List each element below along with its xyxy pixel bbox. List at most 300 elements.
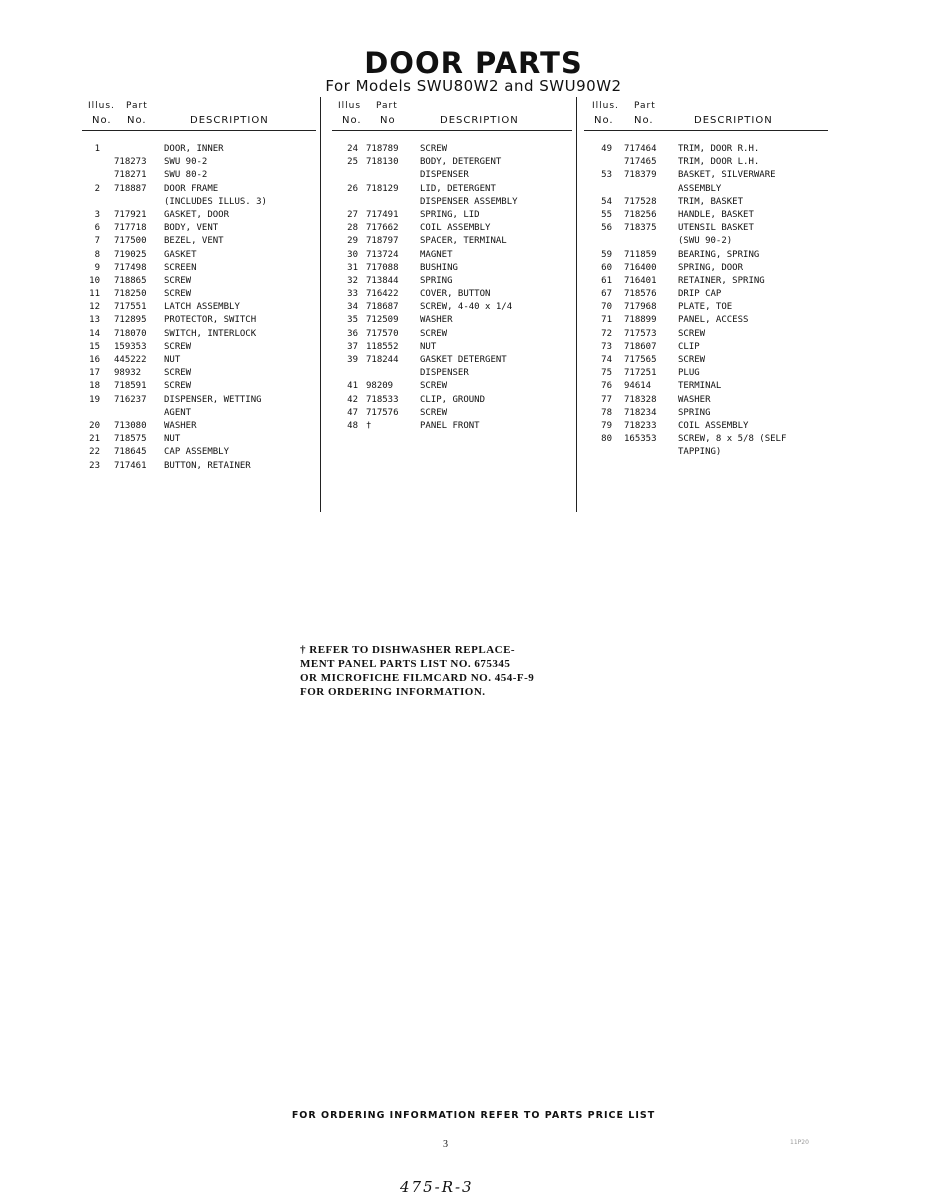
page-number: 3 (443, 1139, 448, 1150)
illus-number: 54 (601, 196, 612, 207)
part-row (82, 329, 316, 342)
part-description: CLIP (678, 341, 700, 352)
illus-number: 36 (347, 328, 358, 339)
part-row (332, 223, 572, 236)
part-number: 718575 (114, 434, 147, 445)
part-number: 718899 (624, 315, 657, 326)
illus-number: 13 (89, 315, 100, 326)
illus-number: 60 (601, 262, 612, 273)
part-number: 716422 (366, 289, 399, 300)
part-row (82, 210, 316, 223)
part-number: 718865 (114, 275, 147, 286)
illus-number: 53 (601, 170, 612, 181)
part-row (584, 276, 828, 289)
part-row (584, 184, 828, 197)
description-header: DESCRIPTION (440, 115, 519, 126)
part-row (584, 157, 828, 170)
part-number: 718375 (624, 223, 657, 234)
part-description: WASHER (678, 394, 711, 405)
part-row (584, 395, 828, 408)
part-description: SCREW (420, 328, 448, 339)
part-number: 165353 (624, 434, 657, 445)
part-description: SWITCH, INTERLOCK (164, 328, 257, 339)
parts-column-1 (82, 101, 316, 474)
part-description: AGENT (164, 407, 192, 418)
part-description: SCREW (164, 341, 192, 352)
part-number: 718234 (624, 407, 657, 418)
part-number: 718256 (624, 209, 657, 220)
part-row (584, 368, 828, 381)
part-number: 718328 (624, 394, 657, 405)
part-row (82, 315, 316, 328)
part-description: BODY, DETERGENT (420, 157, 502, 168)
ordering-footer: FOR ORDERING INFORMATION REFER TO PARTS PRICE LIST (291, 1110, 656, 1121)
part-description: NUT (420, 341, 437, 352)
illus-number: 7 (94, 236, 100, 247)
part-row (82, 461, 316, 474)
part-row (332, 144, 572, 157)
part-row (584, 302, 828, 315)
part-row (584, 144, 828, 157)
part-row (584, 329, 828, 342)
illus-number: 35 (347, 315, 358, 326)
part-description: SCREW (164, 368, 192, 379)
part-description: TRIM, DOOR L.H. (678, 157, 760, 168)
note-line: MENT PANEL PARTS LIST NO. 675345 (300, 658, 511, 670)
illus-number: 78 (601, 407, 612, 418)
part-number: 159353 (114, 341, 147, 352)
part-number: 717528 (624, 196, 657, 207)
part-number: 717088 (366, 262, 399, 273)
part-description: PANEL, ACCESS (678, 315, 749, 326)
part-number: 717465 (624, 157, 657, 168)
column-divider-2 (576, 97, 577, 512)
illus-number: 10 (89, 275, 100, 286)
part-row (82, 236, 316, 249)
header-rule (332, 130, 572, 131)
illus-number: 74 (601, 355, 612, 365)
illus-header-top: Illus. (88, 101, 115, 111)
part-row (82, 289, 316, 302)
part-row (584, 315, 828, 328)
part-row (584, 408, 828, 421)
part-number: 718645 (114, 447, 147, 458)
page-subtitle: For Models SWU80W2 and SWU90W2 (325, 77, 622, 95)
replacement-panel-note (300, 643, 630, 699)
note-line: FOR ORDERING INFORMATION. (300, 686, 486, 698)
illus-number: 42 (347, 394, 358, 405)
part-row (332, 395, 572, 408)
illus-number: 1 (94, 144, 100, 154)
part-row (332, 342, 572, 355)
illus-number: 14 (89, 328, 100, 339)
part-description: SCREW (420, 381, 448, 392)
parts-list (82, 144, 316, 474)
part-number: 718576 (624, 289, 657, 300)
illus-number: 32 (347, 275, 358, 286)
part-description: GASKET, DOOR (164, 209, 230, 220)
part-number: 718244 (366, 355, 399, 365)
part-number: 712895 (114, 315, 147, 326)
parts-list (332, 144, 572, 434)
illus-number: 27 (347, 209, 358, 220)
part-row (332, 408, 572, 421)
part-row (82, 144, 316, 157)
part-row (82, 276, 316, 289)
part-row (82, 447, 316, 460)
part-description: SCREW, 4-40 x 1/4 (420, 302, 513, 313)
part-number: 717662 (366, 223, 399, 234)
illus-number: 55 (601, 209, 612, 220)
part-description: PLUG (678, 368, 700, 379)
part-number: 718129 (366, 183, 399, 194)
part-number: 718687 (366, 302, 399, 313)
illus-number: 67 (601, 289, 612, 300)
part-row (584, 381, 828, 394)
part-description: SCREW (164, 381, 192, 392)
parts-column-3 (584, 101, 828, 461)
part-row (82, 223, 316, 236)
part-row (332, 276, 572, 289)
header-rule (584, 130, 828, 131)
illus-number: 19 (89, 394, 100, 405)
part-description: PROTECTOR, SWITCH (164, 315, 257, 326)
part-description: COIL ASSEMBLY (420, 223, 491, 234)
part-number: 713844 (366, 275, 399, 286)
part-number: 718789 (366, 144, 399, 154)
part-number: 717921 (114, 209, 147, 220)
illus-number: 18 (89, 381, 100, 392)
part-number: 717498 (114, 262, 147, 273)
illus-number: 12 (89, 302, 100, 313)
illus-number: 15 (89, 341, 100, 352)
part-row (82, 434, 316, 447)
part-number: 712509 (366, 315, 399, 326)
illus-number: 9 (94, 262, 100, 273)
part-description: DOOR, INNER (164, 144, 224, 154)
part-description: SWU 90-2 (164, 157, 208, 168)
description-header: DESCRIPTION (694, 115, 773, 126)
part-number: 713724 (366, 249, 399, 260)
illus-number: 47 (347, 407, 358, 418)
part-description: LID, DETERGENT (420, 183, 496, 194)
part-row (584, 236, 828, 249)
part-number: 718273 (114, 157, 147, 168)
part-description: SCREW (420, 407, 448, 418)
part-description: (SWU 90-2) (678, 236, 733, 247)
part-description: COIL ASSEMBLY (678, 420, 749, 431)
part-row (332, 368, 572, 381)
part-number: 445222 (114, 355, 147, 365)
part-row (584, 250, 828, 263)
part-description: SCREW (678, 355, 706, 365)
part-description: BEARING, SPRING (678, 249, 760, 260)
part-row (584, 210, 828, 223)
part-number: 717500 (114, 236, 147, 247)
illus-number: 31 (347, 262, 358, 273)
illus-header-top: Illus. (592, 101, 619, 111)
part-description: SCREW, 8 x 5/8 (SELF (678, 434, 787, 445)
part-number: 717718 (114, 223, 147, 234)
illus-number: 17 (89, 368, 100, 379)
part-number: 717461 (114, 460, 147, 471)
part-header-top: Part (126, 101, 148, 111)
illus-number: 70 (601, 302, 612, 313)
illus-number: 33 (347, 289, 358, 300)
part-row (82, 355, 316, 368)
part-row (332, 355, 572, 368)
part-row (82, 170, 316, 183)
illus-header: No. (92, 115, 112, 126)
illus-header: No. (594, 115, 614, 126)
part-description: WASHER (164, 420, 197, 431)
part-row (332, 170, 572, 183)
part-number: 717251 (624, 368, 657, 379)
part-row (332, 289, 572, 302)
part-row (332, 302, 572, 315)
part-row (584, 170, 828, 183)
handwritten-note: 475-R-3 (400, 1178, 474, 1196)
part-description: LATCH ASSEMBLY (164, 302, 240, 313)
part-description: HANDLE, BASKET (678, 209, 754, 220)
illus-number: 3 (94, 209, 100, 220)
part-number: 94614 (624, 381, 652, 392)
part-row (82, 342, 316, 355)
illus-number: 24 (347, 144, 358, 154)
illus-number: 71 (601, 315, 612, 326)
illus-number: 22 (89, 447, 100, 458)
part-row (82, 197, 316, 210)
part-row (584, 263, 828, 276)
illus-header-top: Illus (338, 101, 362, 111)
part-description: UTENSIL BASKET (678, 223, 754, 234)
part-number: † (366, 420, 372, 431)
part-row (584, 223, 828, 236)
parts-column-2 (332, 101, 572, 434)
part-description: SCREW (420, 144, 448, 154)
part-row (332, 184, 572, 197)
part-row (332, 210, 572, 223)
part-row (82, 421, 316, 434)
part-row (332, 421, 572, 434)
part-row (584, 421, 828, 434)
part-header-top: Part (376, 101, 398, 111)
part-number: 98209 (366, 381, 394, 392)
part-description: CLIP, GROUND (420, 394, 486, 405)
page-title: DOOR PARTS (364, 46, 583, 80)
part-number: 717491 (366, 209, 399, 220)
header-rule (82, 130, 316, 131)
part-number: 716237 (114, 394, 147, 405)
part-row (584, 434, 828, 447)
description-header: DESCRIPTION (190, 115, 269, 126)
illus-number: 20 (89, 420, 100, 431)
illus-number: 77 (601, 394, 612, 405)
illus-number: 23 (89, 460, 100, 471)
corner-code: 11P20 (790, 1139, 809, 1146)
illus-number: 72 (601, 328, 612, 339)
part-description: WASHER (420, 315, 453, 326)
part-row (82, 408, 316, 421)
illus-number: 11 (89, 289, 100, 300)
part-row (332, 315, 572, 328)
part-description: RETAINER, SPRING (678, 275, 765, 286)
parts-list (584, 144, 828, 461)
part-description: CAP ASSEMBLY (164, 447, 230, 458)
part-number: 98932 (114, 368, 142, 379)
illus-number: 80 (601, 434, 612, 445)
part-row (332, 157, 572, 170)
part-number: 718070 (114, 328, 147, 339)
part-row (332, 197, 572, 210)
part-description: DISPENSER ASSEMBLY (420, 196, 518, 207)
part-description: BEZEL, VENT (164, 236, 224, 247)
part-row (584, 289, 828, 302)
illus-number: 56 (601, 223, 612, 234)
illus-number: 34 (347, 302, 358, 313)
illus-number: 26 (347, 183, 358, 194)
part-description: SCREW (678, 328, 706, 339)
part-description: SCREW (164, 275, 192, 286)
part-description: TRIM, DOOR R.H. (678, 144, 760, 154)
part-header: No. (127, 115, 147, 126)
part-header-top: Part (634, 101, 656, 111)
illus-number: 61 (601, 275, 612, 286)
part-description: SPRING, LID (420, 209, 480, 220)
illus-number: 76 (601, 381, 612, 392)
illus-header: No. (342, 115, 362, 126)
part-description: SPACER, TERMINAL (420, 236, 507, 247)
part-description: BASKET, SILVERWARE (678, 170, 776, 181)
part-description: DISPENSER, WETTING (164, 394, 262, 405)
part-number: 717576 (366, 407, 399, 418)
part-number: 718533 (366, 394, 399, 405)
illus-number: 39 (347, 355, 358, 365)
illus-number: 48 (347, 420, 358, 431)
part-row (584, 447, 828, 460)
illus-number: 41 (347, 381, 358, 392)
part-description: PLATE, TOE (678, 302, 733, 313)
illus-number: 16 (89, 355, 100, 365)
part-description: GASKET DETERGENT (420, 355, 507, 365)
part-description: COVER, BUTTON (420, 289, 491, 300)
illus-number: 29 (347, 236, 358, 247)
part-description: NUT (164, 434, 181, 445)
illus-number: 49 (601, 144, 612, 154)
illus-number: 28 (347, 223, 358, 234)
part-row (82, 381, 316, 394)
part-header: No (380, 115, 396, 126)
part-number: 719025 (114, 249, 147, 260)
part-row (332, 381, 572, 394)
part-row (82, 184, 316, 197)
part-number: 718379 (624, 170, 657, 181)
part-row (82, 263, 316, 276)
note-line: OR MICROFICHE FILMCARD NO. 454-F-9 (300, 672, 535, 684)
note-line: † REFER TO DISHWASHER REPLACE- (300, 644, 516, 656)
part-description: BODY, VENT (164, 223, 219, 234)
part-description: SWU 80-2 (164, 170, 208, 181)
part-number: 718271 (114, 170, 147, 181)
illus-number: 21 (89, 434, 100, 445)
part-description: DRIP CAP (678, 289, 722, 300)
part-number: 717968 (624, 302, 657, 313)
part-description: NUT (164, 355, 181, 365)
part-description: ASSEMBLY (678, 183, 722, 194)
part-description: BUTTON, RETAINER (164, 460, 251, 471)
part-description: DOOR FRAME (164, 183, 219, 194)
part-row (332, 329, 572, 342)
part-number: 118552 (366, 341, 399, 352)
illus-number: 6 (94, 223, 100, 234)
part-description: TRIM, BASKET (678, 196, 744, 207)
illus-number: 8 (94, 249, 100, 260)
illus-number: 59 (601, 249, 612, 260)
part-number: 718130 (366, 157, 399, 168)
part-number: 717573 (624, 328, 657, 339)
part-row (82, 368, 316, 381)
part-number: 711859 (624, 249, 657, 260)
part-number: 717570 (366, 328, 399, 339)
part-row (584, 342, 828, 355)
illus-number: 37 (347, 341, 358, 352)
part-number: 718887 (114, 183, 147, 194)
part-row (332, 263, 572, 276)
illus-number: 73 (601, 341, 612, 352)
part-number: 716401 (624, 275, 657, 286)
part-description: DISPENSER (420, 170, 469, 181)
part-description: BUSHING (420, 262, 458, 273)
part-number: 718250 (114, 289, 147, 300)
column-divider-1 (320, 97, 321, 512)
part-number: 716400 (624, 262, 657, 273)
part-row (332, 250, 572, 263)
part-number: 718607 (624, 341, 657, 352)
part-number: 717565 (624, 355, 657, 365)
part-number: 717464 (624, 144, 657, 154)
part-description: SPRING (678, 407, 711, 418)
illus-number: 79 (601, 420, 612, 431)
part-description: PANEL FRONT (420, 420, 480, 431)
part-description: MAGNET (420, 249, 453, 260)
part-description: (INCLUDES ILLUS. 3) (164, 196, 267, 207)
illus-number: 2 (94, 183, 100, 194)
part-number: 713080 (114, 420, 147, 431)
part-header: No. (634, 115, 654, 126)
part-description: SPRING, DOOR (678, 262, 744, 273)
part-number: 717551 (114, 302, 147, 313)
part-number: 718233 (624, 420, 657, 431)
illus-number: 75 (601, 368, 612, 379)
part-description: SPRING (420, 275, 453, 286)
part-row (82, 302, 316, 315)
part-row (332, 236, 572, 249)
part-row (584, 355, 828, 368)
part-description: TERMINAL (678, 381, 722, 392)
part-description: SCREW (164, 289, 192, 300)
part-row (82, 395, 316, 408)
part-row (82, 250, 316, 263)
part-row (82, 157, 316, 170)
part-description: TAPPING) (678, 447, 722, 458)
part-number: 718797 (366, 236, 399, 247)
part-description: GASKET (164, 249, 197, 260)
illus-number: 30 (347, 249, 358, 260)
part-description: SCREEN (164, 262, 197, 273)
part-row (584, 197, 828, 210)
illus-number: 25 (347, 157, 358, 168)
part-description: DISPENSER (420, 368, 469, 379)
